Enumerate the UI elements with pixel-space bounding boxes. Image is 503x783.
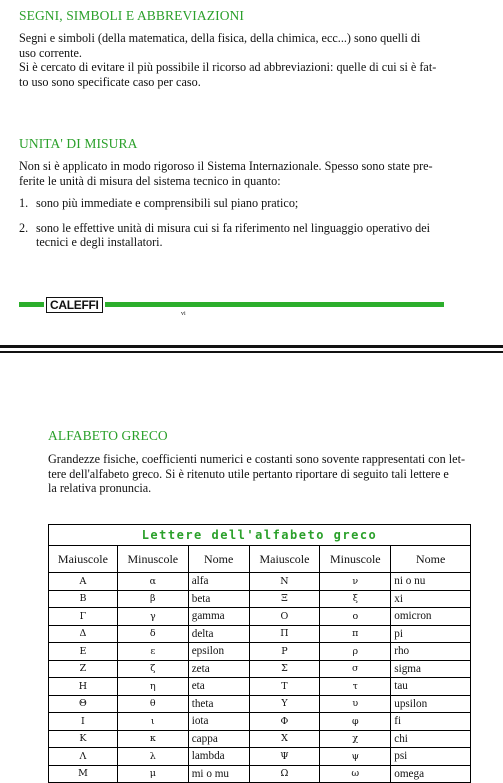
uppercase-cell: M [49,765,118,783]
uppercase-cell: Λ [49,748,118,766]
numbered-list [19,196,459,250]
name-cell: fi [391,713,471,731]
list-text: sono le effettive unità di misura cui si fa riferimento nel linguaggio operativo dei [36,220,431,235]
lowercase-cell: α [117,573,188,591]
lowercase-cell: ι [117,713,188,731]
name-cell: beta [188,590,249,608]
uppercase-cell: Γ [49,608,118,626]
table-row [49,643,471,661]
table-row [49,748,471,766]
lowercase-cell: μ [117,765,188,783]
uppercase-cell: P [249,643,320,661]
text-line: uso corrente. [19,45,82,60]
name-cell: cappa [188,730,249,748]
caleffi-logo: CALEFFI [46,297,103,313]
name-cell: zeta [188,660,249,678]
uppercase-cell: N [249,573,320,591]
lowercase-cell: ξ [320,590,391,608]
text-line: Si è cercato di evitare il più possibile il ricorso ad abbreviazioni: quelle di cui si è fat- [19,60,437,75]
name-cell: tau [391,678,471,696]
lowercase-cell: β [117,590,188,608]
uppercase-cell: Z [49,660,118,678]
text-line: Grandezze fisiche, coefficienti numerici e costanti sono sovente rappresentati con let- [48,452,466,466]
lowercase-cell: o [320,608,391,626]
page-separator [0,345,503,348]
name-cell: ni o nu [391,573,471,591]
uppercase-cell: Φ [249,713,320,731]
lowercase-cell: υ [320,695,391,713]
name-cell: iota [188,713,249,731]
column-header: Maiuscole [49,546,118,573]
uppercase-cell: A [49,573,118,591]
name-cell: epsilon [188,643,249,661]
table-row [49,660,471,678]
uppercase-cell: B [49,590,118,608]
name-cell: pi [391,625,471,643]
footer-rule-right [105,302,444,307]
lowercase-cell: σ [320,660,391,678]
text-line: Segni e simboli (della matematica, della fisica, della chimica, ecc...) sono quelli di [19,31,421,45]
lowercase-cell: δ [117,625,188,643]
table-body [49,573,471,783]
text-line: la relativa pronuncia. [48,481,152,496]
uppercase-cell: Δ [49,625,118,643]
table-header-row [49,546,471,573]
text-line: ferite le unità di misura del sistema tecnico in quanto: [19,173,281,188]
lowercase-cell: ν [320,573,391,591]
lowercase-cell: π [320,625,391,643]
lowercase-cell: ζ [117,660,188,678]
table-row [49,590,471,608]
list-item [19,196,459,211]
name-cell: delta [188,625,249,643]
name-cell: upsilon [391,695,471,713]
text-line: to uso sono specificate caso per caso. [19,74,201,89]
column-header: Nome [188,546,249,573]
name-cell: lambda [188,748,249,766]
name-cell: chi [391,730,471,748]
lowercase-cell: ε [117,643,188,661]
column-header: Maiuscole [249,546,320,573]
footer-rule-left [19,302,44,307]
lowercase-cell: ω [320,765,391,783]
list-text: tecnici e degli installatori. [36,235,163,250]
page-separator [0,351,503,353]
uppercase-cell: O [249,608,320,626]
lowercase-cell: θ [117,695,188,713]
name-cell: psi [391,748,471,766]
uppercase-cell: Ξ [249,590,320,608]
uppercase-cell: I [49,713,118,731]
lowercase-cell: ψ [320,748,391,766]
table-row [49,730,471,748]
table-row [49,713,471,731]
name-cell: alfa [188,573,249,591]
lowercase-cell: τ [320,678,391,696]
uppercase-cell: K [49,730,118,748]
table-row [49,573,471,591]
page-number: vi [181,311,186,317]
lowercase-cell: γ [117,608,188,626]
column-header: Minuscole [117,546,188,573]
table-row [49,608,471,626]
uppercase-cell: Y [249,695,320,713]
name-cell: sigma [391,660,471,678]
table-row [49,678,471,696]
uppercase-cell: Θ [49,695,118,713]
uppercase-cell: Σ [249,660,320,678]
text-line: tere dell'alfabeto greco. Si è ritenuto utile pertanto riportare di seguito tali lettere e [48,466,449,481]
section-title-unita: UNITA' DI MISURA [19,136,138,151]
paragraph-unita [19,159,459,188]
lowercase-cell: ρ [320,643,391,661]
uppercase-cell: T [249,678,320,696]
lowercase-cell: λ [117,748,188,766]
name-cell: mi o mu [188,765,249,783]
lowercase-cell: κ [117,730,188,748]
lowercase-cell: χ [320,730,391,748]
table-row [49,625,471,643]
name-cell: eta [188,678,249,696]
uppercase-cell: X [249,730,320,748]
greek-alphabet-table [48,524,471,783]
name-cell: xi [391,590,471,608]
lowercase-cell: φ [320,713,391,731]
name-cell: theta [188,695,249,713]
uppercase-cell: H [49,678,118,696]
lowercase-cell: η [117,678,188,696]
name-cell: omicron [391,608,471,626]
section-title-segni: SEGNI, SIMBOLI E ABBREVIAZIONI [19,8,244,23]
uppercase-cell: E [49,643,118,661]
column-header: Minuscole [320,546,391,573]
name-cell: rho [391,643,471,661]
name-cell: gamma [188,608,249,626]
column-header: Nome [391,546,471,573]
section-title-alfabeto: ALFABETO GRECO [48,428,168,443]
table-row [49,695,471,713]
name-cell: omega [391,765,471,783]
uppercase-cell: Ω [249,765,320,783]
uppercase-cell: Π [249,625,320,643]
paragraph-segni [19,31,459,89]
list-text: sono più immediate e comprensibili sul piano pratico; [36,196,299,210]
list-number: 2. [19,220,29,235]
table-row [49,765,471,783]
text-line: Non si è applicato in modo rigoroso il Sistema Internazionale. Spesso sono state pre- [19,159,433,173]
paragraph-alfabeto [48,452,488,496]
list-item [19,221,459,250]
list-number: 1. [19,196,29,210]
uppercase-cell: Ψ [249,748,320,766]
table-title: Lettere dell'alfabeto greco [49,525,471,546]
